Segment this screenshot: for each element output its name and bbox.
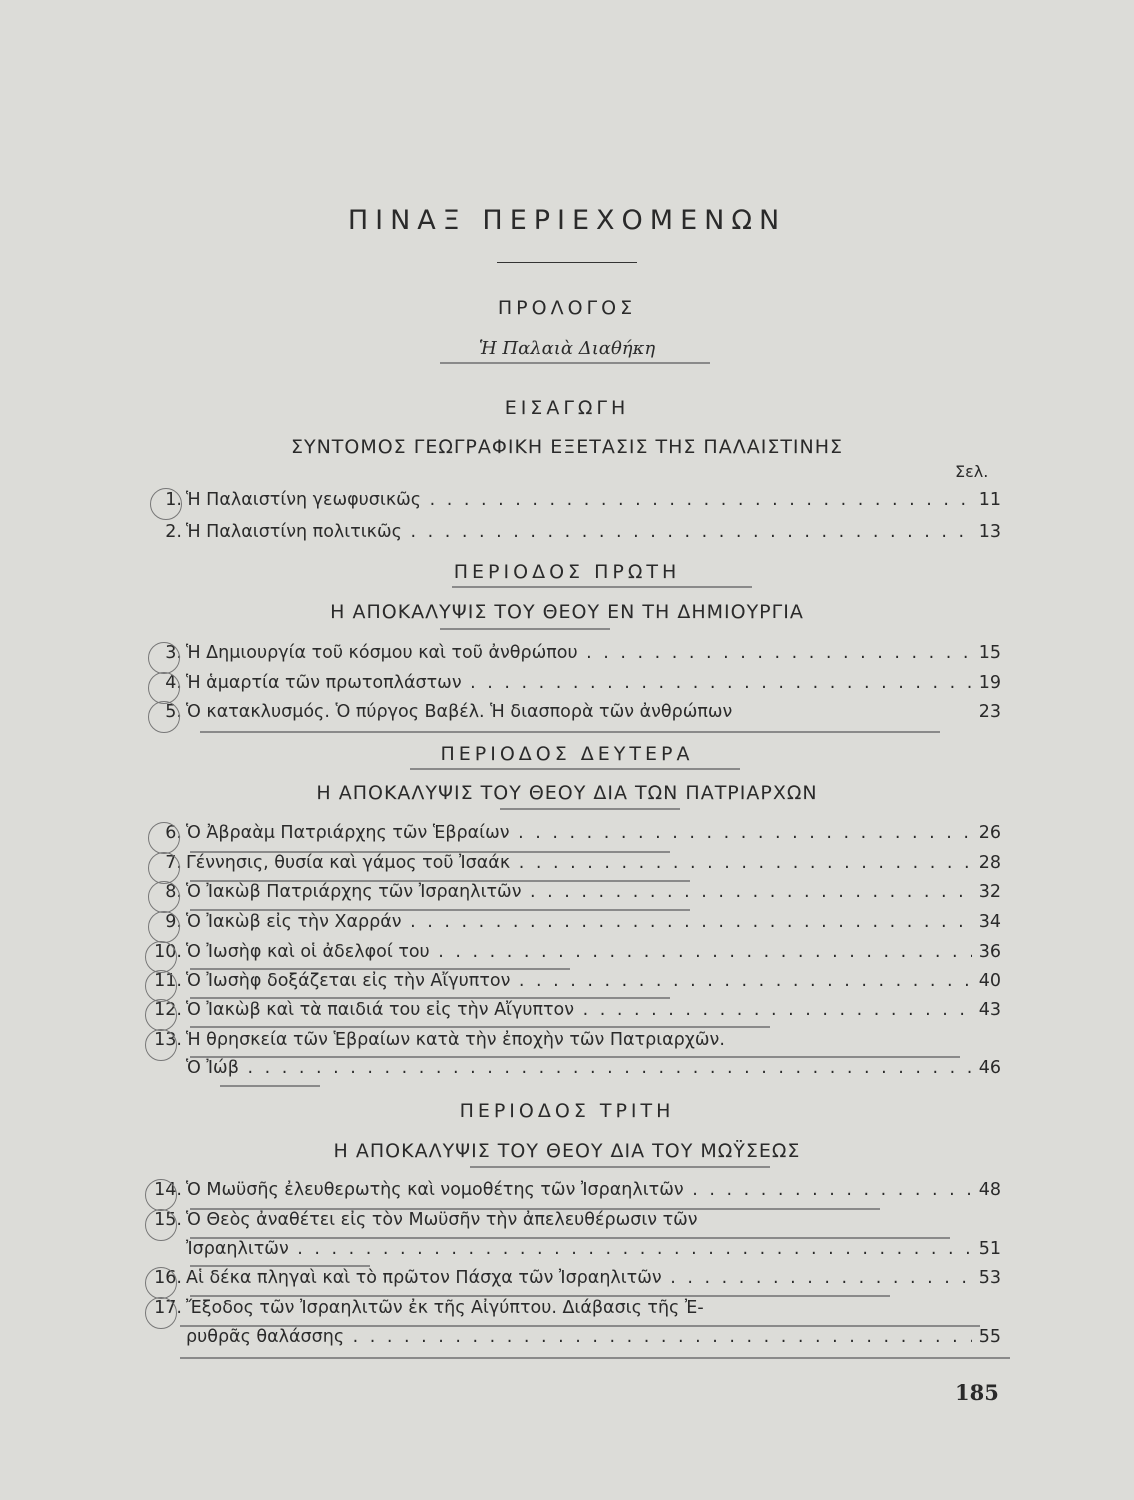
period-one-subtitle: Η ΑΠΟΚΑΛΥΨΙΣ ΤΟΥ ΘΕΟΥ ΕΝ ΤΗ ΔΗΜΙΟΥΡΓΙΑ (330, 601, 804, 623)
entry-number: 10. (154, 942, 182, 962)
entry-number: 15. (154, 1210, 182, 1230)
pencil-underline (190, 1295, 890, 1297)
entry-page: 36 (978, 942, 1001, 962)
entry-title: Ὁ Ἀβραὰμ Πατριάρχης τῶν Ἑβραίων . . . (186, 823, 972, 843)
page-number: 185 (955, 1380, 999, 1405)
entry-number: 11. (154, 971, 182, 991)
entry-number: 4. (165, 673, 182, 693)
entry-page: 46 (978, 1058, 1001, 1078)
pencil-underline (180, 1357, 1010, 1359)
entry-page: 15 (978, 643, 1001, 663)
pencil-circle (145, 941, 177, 973)
pencil-circle (148, 701, 180, 733)
entry-title: Ἡ Δημιουργία τοῦ κόσμου καὶ τοῦ ἀνθρώπου . . . (186, 643, 972, 663)
page-title: ΠΙΝΑΞ ΠΕΡΙΕΧΟΜΕΝΩΝ (347, 205, 787, 236)
toc-entry (150, 490, 1000, 516)
entry-page: 19 (978, 673, 1001, 693)
toc-entry (150, 823, 1000, 849)
pencil-underline (440, 362, 710, 364)
entry-number: 8. (165, 882, 182, 902)
toc-entry (150, 1210, 1000, 1236)
entry-page: 34 (978, 912, 1001, 932)
entry-title: Αἱ δέκα πληγαὶ καὶ τὸ πρῶτον Πάσχα τῶν Ἰσραηλιτῶν . . . (186, 1268, 972, 1288)
entry-title: Ὁ κατακλυσμός. Ὁ πύργος Βαβέλ. Ἡ διασπορὰ τῶν ἀνθρώπων (186, 702, 733, 722)
toc-entry (150, 882, 1000, 908)
toc-entry (150, 853, 1000, 879)
pencil-underline (440, 628, 610, 630)
pencil-underline (190, 968, 570, 970)
entry-number: 12. (154, 1000, 182, 1020)
pencil-underline (190, 1265, 370, 1267)
pencil-underline (200, 731, 940, 733)
entry-page: 23 (978, 702, 1001, 722)
toc-entry (150, 1268, 1000, 1294)
entry-number: 2. (165, 522, 182, 542)
pencil-underline (190, 1056, 960, 1058)
entry-number: 9. (165, 912, 182, 932)
pencil-underline (500, 808, 680, 810)
pencil-underline (190, 851, 670, 853)
entry-title: Ὁ Μωϋσῆς ἐλευθερωτὴς καὶ νομοθέτης τῶν Ἰσραηλιτῶν . . . (186, 1180, 972, 1200)
pencil-underline (190, 1208, 880, 1210)
entry-page: 40 (978, 971, 1001, 991)
entry-page: 53 (978, 1268, 1001, 1288)
entry-number: 13. (154, 1030, 182, 1050)
toc-entry (150, 643, 1000, 669)
toc-entry (150, 702, 1000, 728)
entry-page: 28 (978, 853, 1001, 873)
entry-title: Ἔξοδος τῶν Ἰσραηλιτῶν ἐκ τῆς Αἰγύπτου. Διάβασις τῆς Ἐ- (186, 1298, 704, 1318)
pencil-underline (452, 586, 752, 588)
entry-number: 6. (165, 823, 182, 843)
pencil-circle (148, 911, 180, 943)
period-three-heading: ΠΕΡΙΟΔΟΣ ΤΡΙΤΗ (459, 1100, 675, 1122)
pencil-circle (148, 672, 180, 704)
entry-page: 48 (978, 1180, 1001, 1200)
entry-title: Ἡ Παλαιστίνη πολιτικῶς . . . (186, 522, 972, 542)
pencil-circle (150, 488, 182, 520)
entry-title: Ἡ ἁμαρτία τῶν πρωτοπλάστων . . . (186, 673, 972, 693)
page-column-label: Σελ. (955, 462, 989, 481)
entry-page: 43 (978, 1000, 1001, 1020)
toc-entry (150, 1000, 1000, 1026)
pencil-circle (148, 822, 180, 854)
pencil-underline (190, 909, 690, 911)
pencil-underline (410, 768, 740, 770)
pencil-underline (190, 1026, 770, 1028)
entry-title: Ὁ Ἰωσὴφ δοξάζεται εἰς τὴν Αἴγυπτον . . . (186, 971, 972, 991)
period-three-subtitle: Η ΑΠΟΚΑΛΥΨΙΣ ΤΟΥ ΘΕΟΥ ΔΙΑ ΤΟΥ ΜΩΫΣΕΩΣ (333, 1140, 801, 1162)
pencil-circle (148, 852, 180, 884)
entry-page: 51 (978, 1239, 1001, 1259)
pencil-circle (148, 881, 180, 913)
entry-title-continuation: Ἰσραηλιτῶν . . . (186, 1239, 972, 1259)
pencil-underline (190, 1237, 950, 1239)
pencil-circle (145, 1029, 177, 1061)
entry-title-continuation: Ὁ Ἰώβ . . . (186, 1058, 972, 1078)
pencil-circle (145, 999, 177, 1031)
pencil-underline (180, 1325, 980, 1327)
entry-title: Ὁ Θεὸς ἀναθέτει εἰς τὸν Μωϋσῆν τὴν ἀπελευθέρωσιν τῶν (186, 1210, 698, 1230)
entry-title: Ὁ Ἰακὼβ καὶ τὰ παιδιά του εἰς τὴν Αἴγυπτον . . . (186, 1000, 972, 1020)
pencil-underline (190, 880, 690, 882)
entry-title: Ὁ Ἰωσὴφ καὶ οἱ ἀδελφοί του . . . (186, 942, 972, 962)
introduction-heading: ΕΙΣΑΓΩΓΗ (504, 397, 630, 419)
entry-number: 3. (165, 643, 182, 663)
entry-number: 14. (154, 1180, 182, 1200)
pencil-circle (145, 970, 177, 1002)
entry-page: 11 (978, 490, 1001, 510)
introduction-subtitle: ΣΥΝΤΟΜΟΣ ΓΕΩΓΡΑΦΙΚΗ ΕΞΕΤΑΣΙΣ ΤΗΣ ΠΑΛΑΙΣΤΙΝΗΣ (290, 436, 844, 458)
toc-entry-continuation (150, 1327, 1000, 1353)
entry-title: Ὁ Ἰακὼβ εἰς τὴν Χαρράν . . . (186, 912, 972, 932)
toc-entry (150, 912, 1000, 938)
pencil-circle (145, 1267, 177, 1299)
entry-page: 13 (978, 522, 1001, 542)
pencil-circle (145, 1209, 177, 1241)
entry-number: 16. (154, 1268, 182, 1288)
entry-number: 17. (154, 1298, 182, 1318)
pencil-circle (148, 642, 180, 674)
pencil-circle (145, 1179, 177, 1211)
old-testament-heading: Ἡ Παλαιὰ Διαθήκη (478, 338, 656, 359)
period-one-heading: ΠΕΡΙΟΔΟΣ ΠΡΩΤΗ (453, 561, 681, 583)
pencil-underline (220, 1085, 320, 1087)
pencil-underline (190, 997, 670, 999)
toc-entry (150, 1030, 1000, 1056)
toc-entry (150, 673, 1000, 699)
toc-entry (150, 971, 1000, 997)
entry-number: 1. (165, 490, 182, 510)
period-two-subtitle: Η ΑΠΟΚΑΛΥΨΙΣ ΤΟΥ ΘΕΟΥ ΔΙΑ ΤΩΝ ΠΑΤΡΙΑΡΧΩΝ (316, 782, 818, 804)
period-two-heading: ΠΕΡΙΟΔΟΣ ΔΕΥΤΕΡΑ (440, 743, 694, 765)
pencil-circle (145, 1297, 177, 1329)
entry-page: 32 (978, 882, 1001, 902)
prologue-heading: ΠΡΟΛΟΓΟΣ (497, 297, 637, 319)
entry-title: Ὁ Ἰακὼβ Πατριάρχης τῶν Ἰσραηλιτῶν . . . (186, 882, 972, 902)
toc-entry-continuation (150, 1058, 1000, 1084)
entry-page: 55 (978, 1327, 1001, 1347)
entry-number: 5. (165, 702, 182, 722)
toc-entry-continuation (150, 1239, 1000, 1265)
entry-title: Ἡ Παλαιστίνη γεωφυσικῶς . . . (186, 490, 972, 510)
toc-entry (150, 1180, 1000, 1206)
entry-title: Ἡ θρησκεία τῶν Ἑβραίων κατὰ τὴν ἐποχὴν τῶν Πατριαρχῶν. (186, 1030, 725, 1050)
title-rule (497, 262, 637, 263)
pencil-underline (470, 1166, 770, 1168)
entry-number: 7. (165, 853, 182, 873)
entry-title: Γέννησις, θυσία καὶ γάμος τοῦ Ἰσαάκ . . . (186, 853, 972, 873)
toc-entry (150, 1298, 1000, 1324)
toc-entry (150, 942, 1000, 968)
entry-page: 26 (978, 823, 1001, 843)
toc-entry (150, 522, 1000, 548)
entry-title-continuation: ρυθρᾶς θαλάσσης . . . (186, 1327, 972, 1347)
